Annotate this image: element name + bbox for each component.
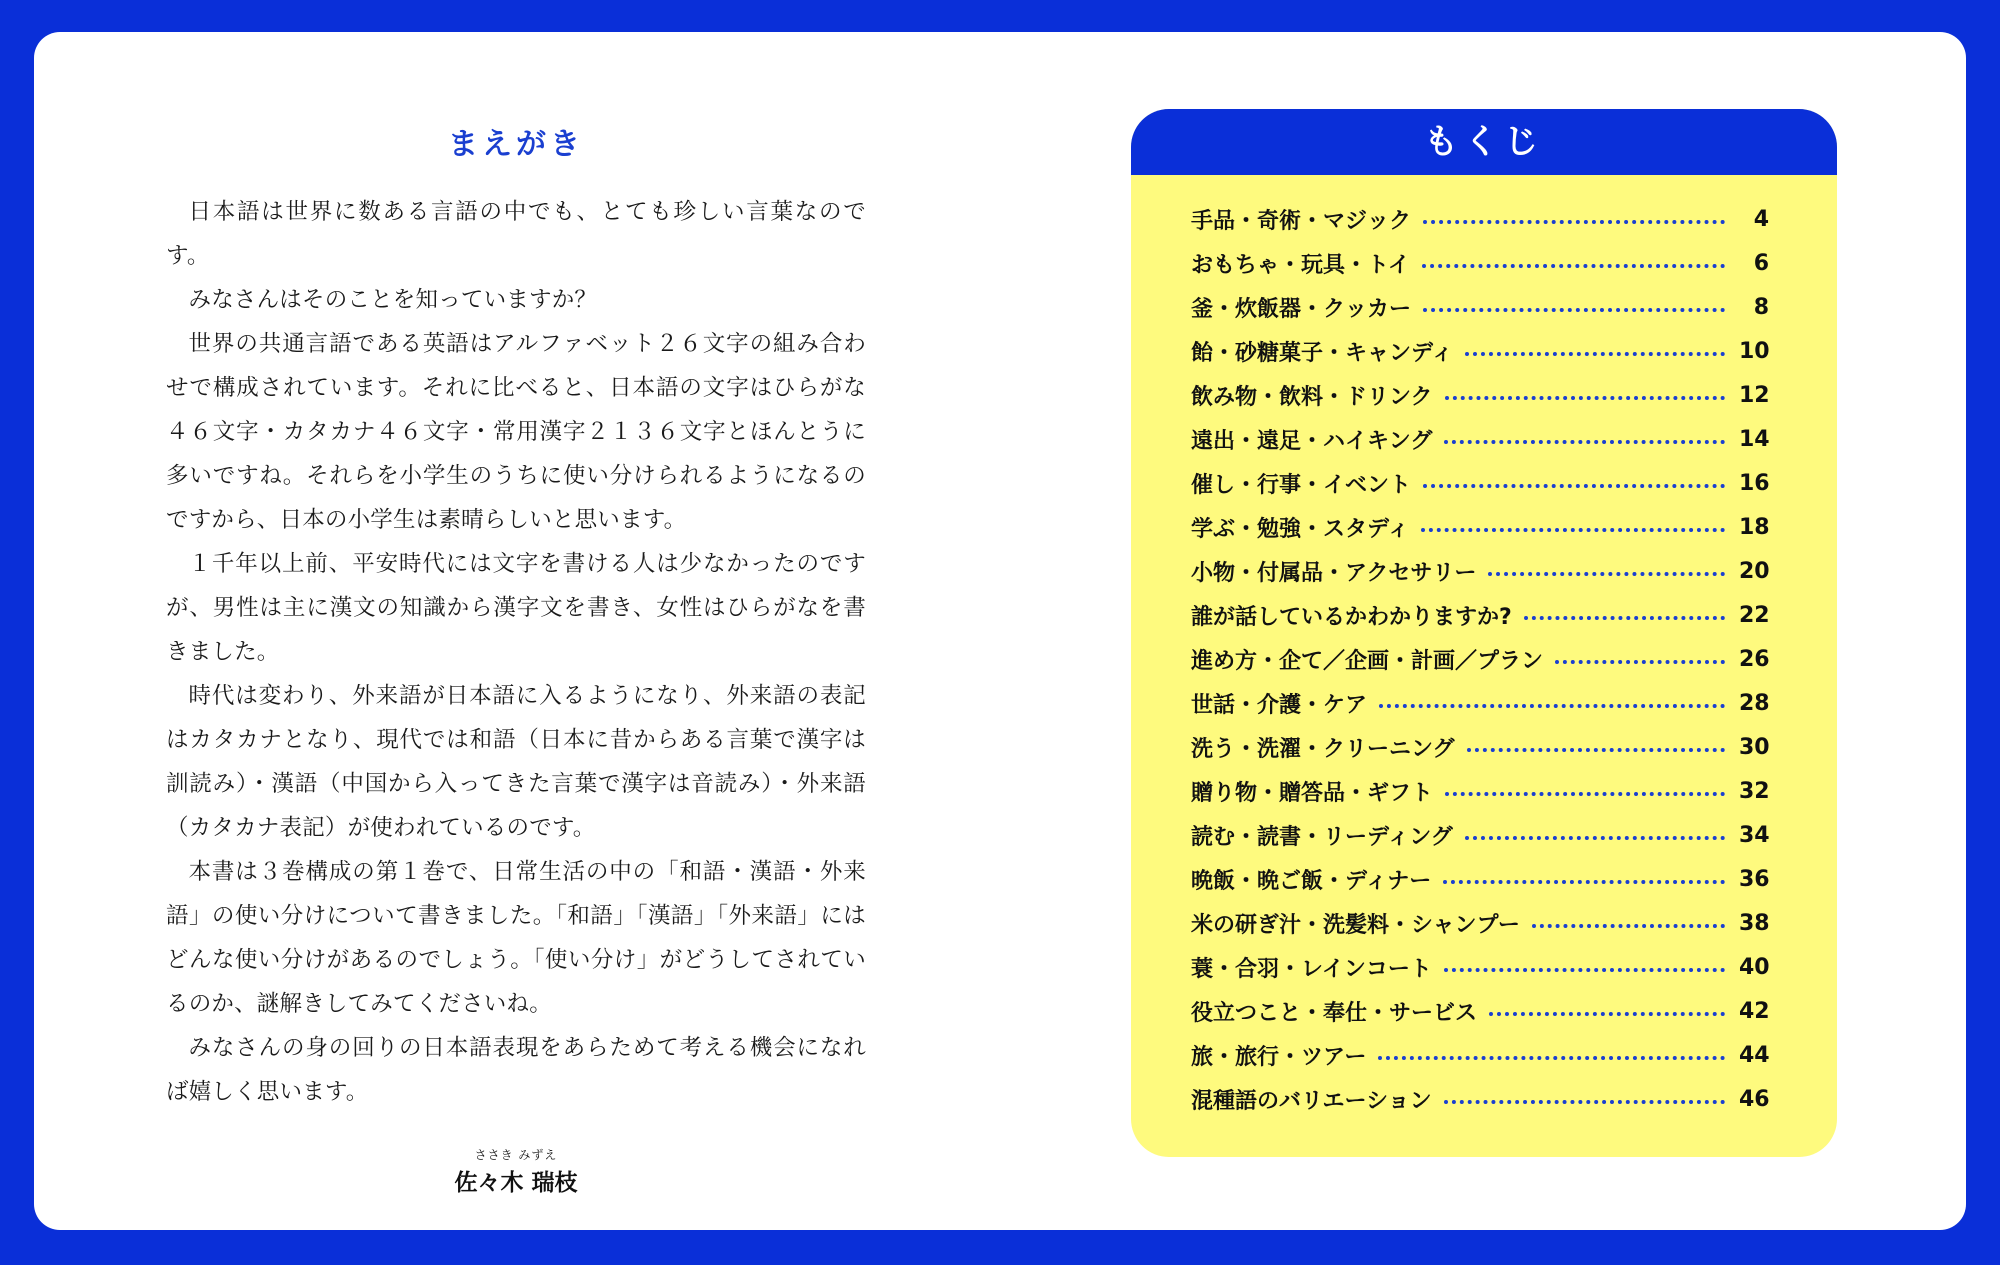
toc-leader-dots <box>1532 924 1725 928</box>
toc-item-title: 手品・奇術・マジック <box>1191 208 1412 234</box>
toc-leader-dots <box>1443 880 1725 884</box>
toc-leader-dots <box>1465 352 1725 356</box>
toc-item-title: 釜・炊飯器・クッカー <box>1191 296 1412 322</box>
toc-item-title: 贈り物・贈答品・ギフト <box>1191 780 1434 806</box>
toc-item-title: 催し・行事・イベント <box>1191 472 1412 498</box>
toc-leader-dots <box>1444 1100 1725 1104</box>
toc-item-page: 44 <box>1739 1042 1770 1068</box>
toc-item-page: 42 <box>1739 998 1770 1024</box>
toc-item-page: 28 <box>1739 690 1770 716</box>
toc-item[interactable] <box>1131 725 1837 769</box>
toc-item-title: 蓑・合羽・レインコート <box>1191 956 1432 982</box>
toc-item[interactable] <box>1131 1077 1837 1121</box>
toc-item[interactable] <box>1131 417 1837 461</box>
toc-item-page: 8 <box>1753 294 1769 320</box>
toc-item[interactable] <box>1131 681 1837 725</box>
toc-leader-dots <box>1378 1056 1725 1060</box>
toc-leader-dots <box>1423 484 1725 488</box>
table-of-contents <box>1131 109 1837 1157</box>
toc-item-page: 32 <box>1739 778 1770 804</box>
preface-paragraph: 時代は変わり、外来語が日本語に入るようになり、外来語の表記はカタカナとなり、現代では和語（日本に昔からある言葉で漢字は訓読み）・漢語（中国から入ってきた言葉で漢字は音読み）・外来語（カタカナ表記）が使われているのです。 <box>166 683 866 841</box>
toc-item-title: おもちゃ・玩具・トイ <box>1191 252 1410 278</box>
toc-item[interactable] <box>1131 857 1837 901</box>
toc-item[interactable] <box>1131 197 1837 241</box>
preface-paragraph: 本書は３巻構成の第１巻で、日常生活の中の「和語・漢語・外来語」の使い分けについて書きました。「和語」「漢語」「外来語」にはどんな使い分けがあるのでしょう。「使い分け」がどうしてされているのか、謎解きしてみてくださいね。 <box>166 859 866 1017</box>
toc-item-title: 小物・付属品・アクセサリー <box>1191 560 1477 586</box>
toc-item-title: 米の研ぎ汁・洗髪料・シャンプー <box>1191 912 1520 938</box>
toc-list <box>1131 175 1837 1121</box>
toc-leader-dots <box>1488 572 1725 576</box>
toc-item-page: 26 <box>1739 646 1770 672</box>
toc-item[interactable] <box>1131 593 1837 637</box>
toc-item-page: 38 <box>1739 910 1770 936</box>
toc-item-page: 4 <box>1753 206 1769 232</box>
toc-item-page: 16 <box>1739 470 1770 496</box>
book-spread <box>34 32 1966 1230</box>
toc-item-page: 20 <box>1739 558 1770 584</box>
toc-item[interactable] <box>1131 329 1837 373</box>
toc-item-page: 22 <box>1739 602 1770 628</box>
toc-item[interactable] <box>1131 637 1837 681</box>
toc-item[interactable] <box>1131 461 1837 505</box>
toc-item[interactable] <box>1131 769 1837 813</box>
toc-item-title: 飲み物・飲料・ドリンク <box>1191 384 1433 410</box>
toc-leader-dots <box>1423 220 1725 224</box>
toc-item-page: 34 <box>1739 822 1770 848</box>
toc-leader-dots <box>1444 440 1725 444</box>
toc-leader-dots <box>1379 704 1725 708</box>
toc-item-title: 進め方・企て／企画・計画／プラン <box>1191 648 1544 674</box>
author-name: 佐々木 瑞枝 <box>454 1170 578 1196</box>
toc-item-page: 40 <box>1739 954 1770 980</box>
toc-item-page: 18 <box>1739 514 1770 540</box>
toc-item-title: 晩飯・晩ご飯・ディナー <box>1191 868 1432 894</box>
preface-paragraph: １千年以上前、平安時代には文字を書ける人は少なかったのですが、男性は主に漢文の知識から漢字文を書き、女性はひらがなを書きました。 <box>166 551 866 665</box>
toc-item-title: 読む・読書・リーディング <box>1191 824 1453 850</box>
toc-item-page: 12 <box>1739 382 1770 408</box>
toc-item-title: 混種語のバリエーション <box>1191 1088 1432 1114</box>
toc-item-title: 飴・砂糖菓子・キャンディ <box>1191 340 1454 366</box>
toc-leader-dots <box>1555 660 1725 664</box>
toc-item-title: 役立つこと・奉仕・サービス <box>1191 1000 1478 1026</box>
toc-leader-dots <box>1465 836 1725 840</box>
toc-leader-dots <box>1423 308 1725 312</box>
toc-item-title: 誰が話しているかわかりますか? <box>1191 604 1512 630</box>
toc-item-page: 6 <box>1753 250 1769 276</box>
toc-item-title: 学ぶ・勉強・スタディ <box>1191 516 1410 542</box>
toc-item-title: 旅・旅行・ツアー <box>1191 1044 1367 1070</box>
toc-item[interactable] <box>1131 989 1837 1033</box>
toc-item[interactable] <box>1131 549 1837 593</box>
author-ruby: ささき みずえ <box>474 1148 558 1162</box>
toc-item[interactable] <box>1131 813 1837 857</box>
toc-title: もくじ <box>1131 109 1837 175</box>
toc-item[interactable] <box>1131 901 1837 945</box>
toc-item-page: 36 <box>1739 866 1770 892</box>
toc-leader-dots <box>1445 792 1725 796</box>
preface-paragraph: みなさんの身の回りの日本語表現をあらためて考える機会になれば嬉しく思います。 <box>166 1035 866 1105</box>
toc-item-title: 遠出・遠足・ハイキング <box>1191 428 1433 454</box>
toc-item[interactable] <box>1131 945 1837 989</box>
preface-section <box>166 116 866 1197</box>
toc-item-page: 14 <box>1739 426 1770 452</box>
preface-title: まえがき <box>448 127 584 162</box>
toc-leader-dots <box>1422 264 1725 268</box>
toc-leader-dots <box>1524 616 1725 620</box>
preface-paragraph: 日本語は世界に数ある言語の中でも、とても珍しい言葉なのです。 <box>166 199 866 269</box>
toc-item[interactable] <box>1131 285 1837 329</box>
toc-item[interactable] <box>1131 241 1837 285</box>
toc-leader-dots <box>1421 528 1725 532</box>
toc-leader-dots <box>1489 1012 1725 1016</box>
author-signature <box>166 1148 866 1197</box>
toc-item[interactable] <box>1131 505 1837 549</box>
toc-item-title: 洗う・洗濯・クリーニング <box>1191 736 1455 762</box>
toc-item[interactable] <box>1131 373 1837 417</box>
toc-item-page: 30 <box>1739 734 1770 760</box>
toc-item-page: 10 <box>1739 338 1770 364</box>
toc-item[interactable] <box>1131 1033 1837 1077</box>
preface-paragraph: みなさんはそのことを知っていますか？ <box>188 287 598 313</box>
toc-leader-dots <box>1444 968 1725 972</box>
toc-leader-dots <box>1445 396 1725 400</box>
toc-item-page: 46 <box>1739 1086 1770 1112</box>
preface-paragraph: 世界の共通言語である英語はアルファベット２６文字の組み合わせで構成されています。それに比べると、日本語の文字はひらがな４６文字・カタカナ４６文字・常用漢字２１３６文字とほんとうに多いですね。それらを小学生のうちに使い分けられるようになるのですから、日本の小学生は素晴らしいと思います。 <box>166 331 866 533</box>
toc-leader-dots <box>1467 748 1725 752</box>
toc-item-title: 世話・介護・ケア <box>1191 692 1368 718</box>
